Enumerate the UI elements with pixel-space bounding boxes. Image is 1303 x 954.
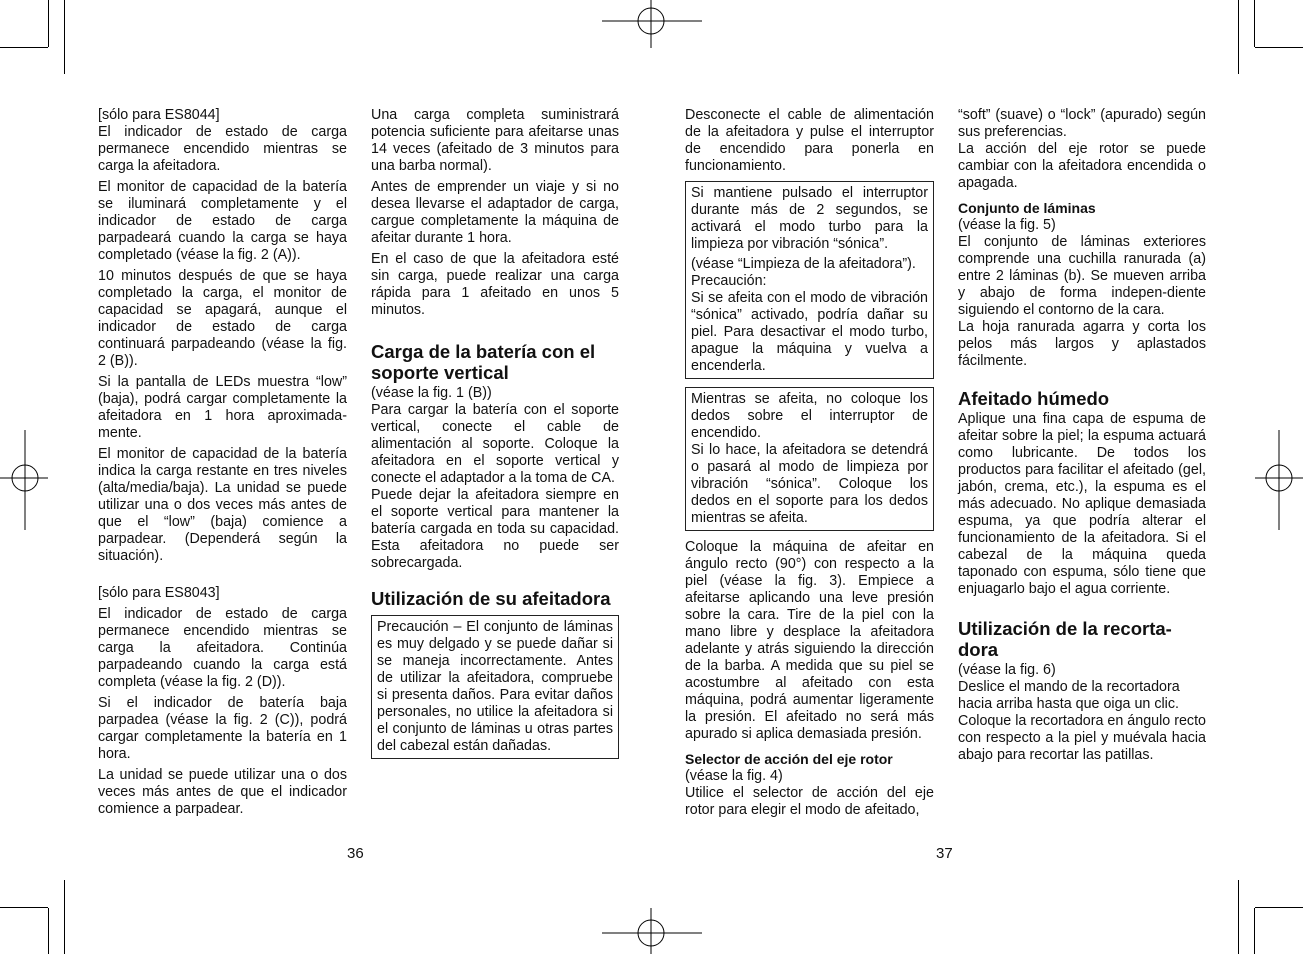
paragraph: El monitor de capacidad de la batería se iluminará completamente y el indicador de estado de carga parpadeará cuando la carga se haya completado (véase la fig. 2 (A)). (98, 179, 347, 263)
crop-mark (64, 880, 65, 954)
paragraph: Coloque la máquina de afeitar en ángulo recto (90°) con respecto a la piel (véase la fig. 3). Empiece a afeitarse aplicando una leve presión sobre la cara. Tire de la piel con la mano libre y desplace la afeitadora adelante y atrás siguiendo la dirección de la barba. A medida que su piel se acostumbre al afeitado con esta máquina, podrá aumentar ligeramente la presión. El afeitado no será más apurado si aplica demasiada presión. (685, 539, 934, 742)
crop-mark (0, 907, 48, 908)
registration-mark-bottom (602, 908, 702, 954)
note-text: (véase “Limpieza de la afeitadora”). (691, 256, 916, 272)
crop-mark (1254, 908, 1255, 954)
subsection-heading: Selector de acción del eje rotor (685, 751, 893, 767)
page-number-left: 36 (347, 845, 364, 862)
section-heading: Afeitado húmedo (958, 388, 1110, 409)
caution-box (371, 615, 619, 759)
paragraph: Antes de emprender un viaje y si no desea llevarse el adaptador de carga, cargue completamente la máquina de afeitar durante 1 hora. (371, 179, 619, 246)
note-text: Si se afeita con el modo de vibración “sónica” activado, podría dañar su piel. Para desactivar el modo turbo, apague la máquina y vuelva a encenderla. (691, 290, 928, 374)
subsection-heading: Conjunto de láminas (958, 200, 1096, 216)
column-2 (371, 107, 619, 767)
note-text: Precaución: (691, 273, 767, 289)
crop-mark (0, 47, 48, 48)
paragraph: Puede dejar la afeitadora siempre en el soporte vertical para mantener la batería cargada en toda su capacidad. Esta afeitadora no puede ser sobrecargada. (371, 487, 619, 571)
crop-mark (1255, 907, 1303, 908)
crop-mark (48, 0, 49, 47)
registration-mark-top (602, 0, 702, 48)
note-text: Si mantiene pulsado el interruptor durante más de 2 segundos, se activará el modo turbo para la limpieza por vibración “sónica”. (691, 185, 928, 252)
figure-reference: (véase la fig. 5) (958, 217, 1056, 233)
paragraph: Deslice el mando de la recortadora hacia arriba hasta que oiga un clic. (958, 679, 1180, 712)
registration-mark-left (0, 430, 48, 530)
figure-reference: (véase la fig. 4) (685, 768, 783, 784)
paragraph: Una carga completa suministrará potencia suficiente para afeitarse unas 14 veces (afeitado de 3 minutos para una barba normal). (371, 107, 619, 174)
caution-text: Precaución – El conjunto de láminas es muy delgado y se puede dañar si se maneja incorrectamente. Antes de utilizar la afeitadora, compruebe si presenta daños. Para evitar daños personales, no utilice la afeitadora si el conjunto de láminas u otras partes del cabezal están dañadas. (377, 619, 613, 754)
paragraph: El indicador de estado de carga permanece encendido mientras se carga la afeitadora. Continúa parpadeando cuando la carga está completa (véase la fig. 2 (D)). (98, 606, 347, 690)
note-text: Si lo hace, la afeitadora se detendrá o pasará al modo de limpieza por vibración “sónica”. Coloque los dedos en el soporte para los dedos mientras se afeita. (691, 442, 928, 526)
column-4 (958, 107, 1206, 764)
section-heading: Utilización de su afeitadora (371, 588, 611, 609)
paragraph: Utilice el selector de acción del eje rotor para elegir el modo de afeitado, (685, 785, 934, 818)
paragraph: Para cargar la batería con el soporte vertical, conecte el cable de alimentación al soporte. Coloque la afeitadora en el soporte vertical y conecte el adaptador a la toma de CA. (371, 402, 619, 486)
section-heading: Carga de la batería con el soporte vertical (371, 341, 596, 383)
paragraph: La acción del eje rotor se puede cambiar con la afeitadora encendida o apagada. (958, 141, 1206, 191)
model-label: [sólo para ES8043] (98, 585, 220, 601)
registration-mark-right (1255, 430, 1303, 530)
column-1 (98, 107, 347, 822)
page-number-right: 37 (936, 845, 953, 862)
paragraph: El monitor de capacidad de la batería indica la carga restante en tres niveles (alta/media/baja). La unidad se puede utilizar una o dos veces más antes de que el “low” (baja) comience a parpadear. (Dependerá según la situación). (98, 446, 347, 564)
crop-mark (1238, 0, 1239, 74)
crop-mark (64, 0, 65, 74)
crop-mark (1238, 880, 1239, 954)
crop-mark (1255, 47, 1303, 48)
turbo-note-box (685, 181, 934, 379)
crop-mark (48, 908, 49, 954)
figure-reference: (véase la fig. 6) (958, 662, 1056, 678)
paragraph: Desconecte el cable de alimentación de la afeitadora y pulse el interruptor de encendido para ponerla en funcionamiento. (685, 107, 934, 174)
paragraph: Coloque la recortadora en ángulo recto con respecto a la piel y muévala hacia abajo para recortar las patillas. (958, 713, 1206, 763)
paragraph: El indicador de estado de carga permanece encendido mientras se carga la afeitadora. (98, 124, 347, 174)
paragraph: El conjunto de láminas exteriores comprende una cuchilla ranurada (a) entre 2 láminas (b). Se mueven arriba y abajo de forma indepen-diente siguiendo el contorno de la cara. (958, 234, 1206, 318)
column-3 (685, 107, 934, 819)
section-heading: Utilización de la recorta-dora (958, 618, 1172, 660)
model-label: [sólo para ES8044] (98, 107, 220, 123)
paragraph: “soft” (suave) o “lock” (apurado) según sus preferencias. (958, 107, 1206, 140)
note-text: Mientras se afeita, no coloque los dedos sobre el interruptor de encendido. (691, 391, 928, 441)
paragraph: La unidad se puede utilizar una o dos veces más antes de que el indicador comience a parpadear. (98, 767, 347, 817)
paragraph: Si el indicador de batería baja parpadea (véase la fig. 2 (C)), podrá cargar completamente la batería en 1 hora. (98, 695, 347, 762)
figure-reference: (véase la fig. 1 (B)) (371, 385, 492, 401)
paragraph: En el caso de que la afeitadora esté sin carga, puede realizar una carga rápida para 1 afeitado en unos 5 minutos. (371, 251, 619, 318)
paragraph: Aplique una fina capa de espuma de afeitar sobre la piel; la espuma actuará como lubricante. De todos los productos para facilitar el afeitado (gel, jabón, crema, etc.), la espuma es el más adecuado. No aplique demasiada espuma, ya que podría alterar el funcionamiento de la afeitadora. Si el cabezal de la máquina queda taponado con espuma, sólo tiene que enjuagarlo bajo el agua corriente. (958, 411, 1206, 597)
paragraph: La hoja ranurada agarra y corta los pelos más largos y aplastados fácilmente. (958, 319, 1206, 369)
paragraph: Si la pantalla de LEDs muestra “low” (baja), podrá cargar completamente la afeitadora en 1 hora aproximada-mente. (98, 374, 347, 441)
paragraph: 10 minutos después de que se haya completado la carga, el monitor de capacidad se apagará, aunque el indicador de estado de carga continuará parpadeando (véase la fig. 2 (B)). (98, 268, 347, 369)
crop-mark (1254, 0, 1255, 47)
switch-note-box (685, 387, 934, 531)
